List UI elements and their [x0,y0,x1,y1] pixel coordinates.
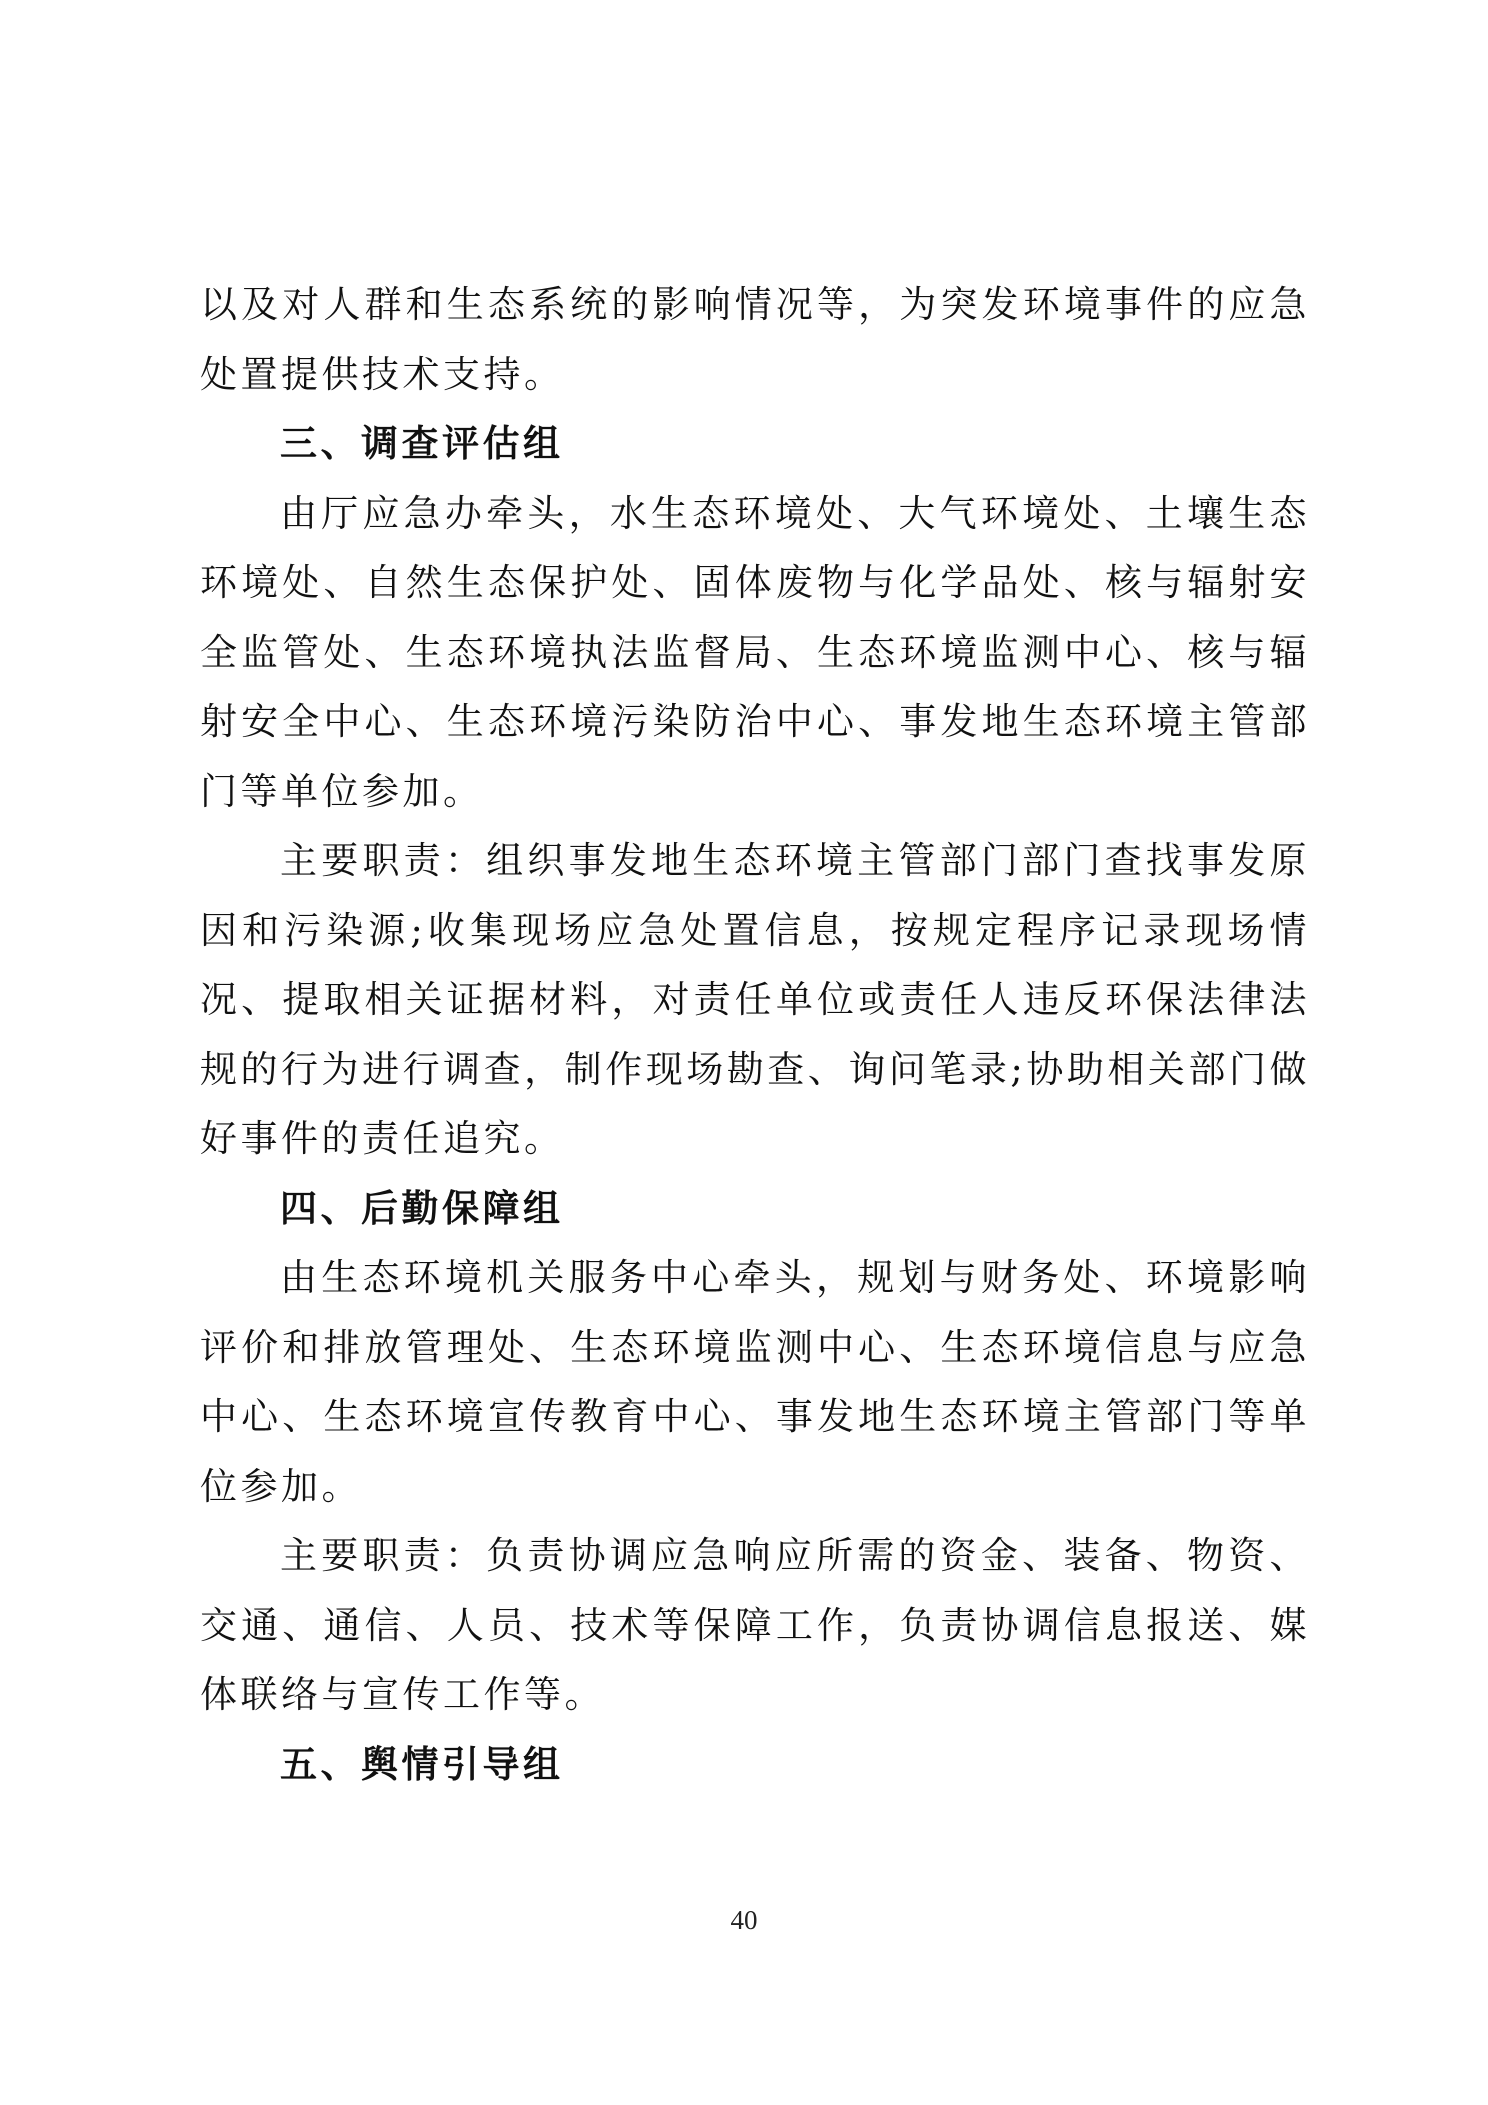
paragraph-investigation-duties: 主要职责：组织事发地生态环境主管部门部门查找事发原因和污染源;收集现场应急处置信息，按规定程序记录现场情况、提取相关证据材料，对责任单位或责任人违反环保法律法规的行为进行调查，制作现场勘查、询问笔录;协助相关部门做好事件的责任追究。 [200,839,1310,1160]
paragraph-continuation: 以及对人群和生态系统的影响情况等，为突发环境事件的应急处置提供技术支持。 [200,283,1310,396]
section-heading-public-opinion-group: 五、舆情引导组 [280,1742,564,1786]
page-number: 40 [730,1905,758,1935]
paragraph-logistics-members: 由生态环境机关服务中心牵头，规划与财务处、环境影响评价和排放管理处、生态环境监测中心、生态环境信息与应急中心、生态环境宣传教育中心、事发地生态环境主管部门等单位参加。 [200,1256,1310,1508]
section-heading-logistics-group: 四、后勤保障组 [280,1186,564,1230]
paragraph-investigation-members: 由厅应急办牵头，水生态环境处、大气环境处、土壤生态环境处、自然生态保护处、固体废物与化学品处、核与辐射安全监管处、生态环境执法监督局、生态环境监测中心、核与辐射安全中心、生态环境污染防治中心、事发地生态环境主管部门等单位参加。 [200,491,1310,813]
section-heading-investigation-group: 三、调查评估组 [280,422,564,465]
body-text [200,270,1310,1799]
paragraph-logistics-duties: 主要职责：负责协调应急响应所需的资金、装备、物资、交通、通信、人员、技术等保障工作，负责协调信息报送、媒体联络与宣传工作等。 [200,1534,1310,1716]
